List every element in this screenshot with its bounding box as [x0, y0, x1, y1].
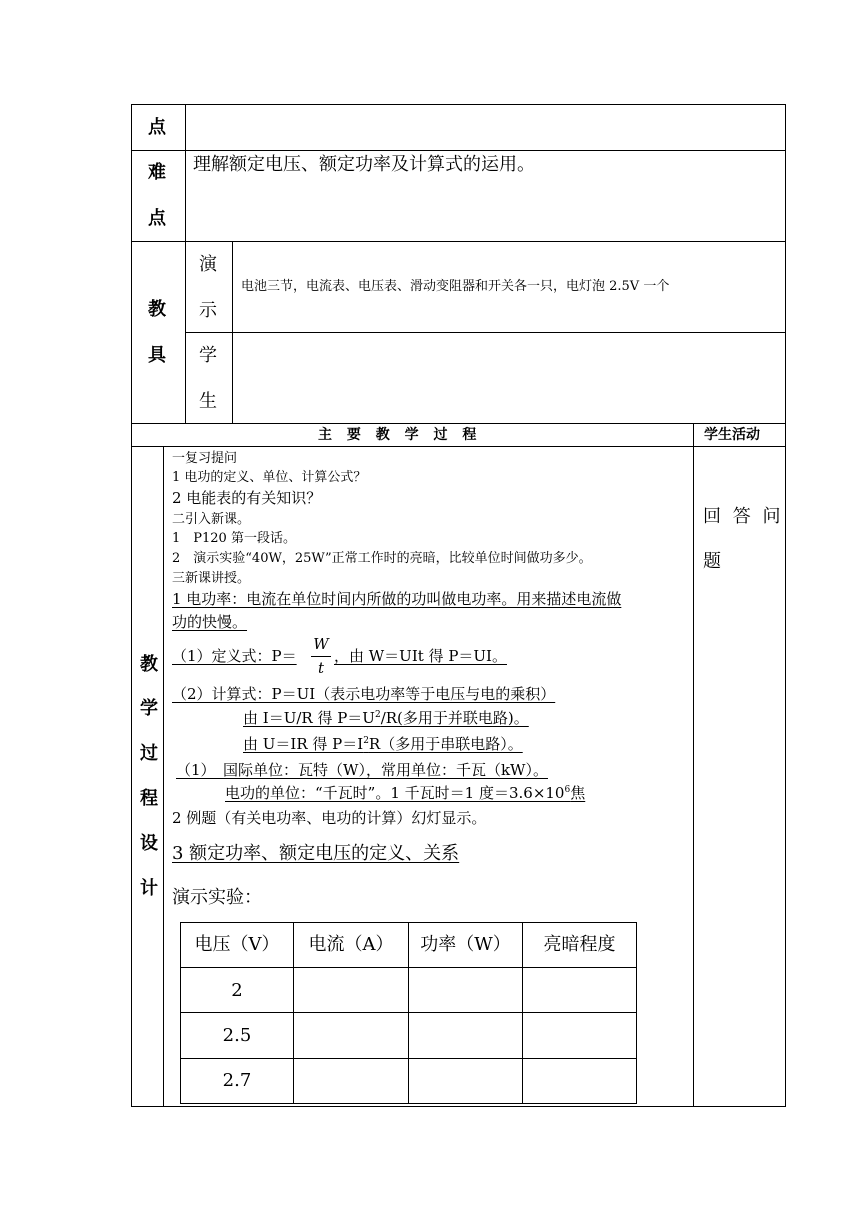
student-label-2: 生: [199, 391, 217, 412]
lesson-power-definition: 1 电功率：电流在单位时间内所做的功叫做电功率。用来描述电流做: [172, 590, 622, 608]
exp-row-voltage: 2: [231, 980, 243, 1001]
side-label-4: 程: [140, 788, 158, 809]
lesson-power-definition-cont: 功的快慢。: [172, 613, 248, 631]
def-formula-numerator: W: [313, 635, 329, 653]
work-unit-line: 电功的单位：“千瓦时”。1 千瓦时＝1 度$=3.6\times 10^6$焦: [225, 784, 586, 802]
equipment-label-2: 具: [148, 345, 166, 366]
table-border-top: [131, 104, 786, 105]
exp-row-voltage: 2.7: [222, 1070, 252, 1091]
exp-header-brightness: 亮暗程度: [543, 934, 616, 955]
lesson-line-review-q1: 1 电功的定义、单位、计算公式？: [172, 470, 367, 485]
unit-line: （1） 国际单位：瓦特（W），常用单位：千瓦（kW）。: [176, 761, 548, 779]
row-divider-3: [131, 423, 786, 424]
main-process-title: 主 要 教 学 过 程: [318, 427, 477, 443]
lesson-line-new: 三新课讲授。: [172, 571, 251, 586]
def-formula-fraction-bar: [311, 656, 331, 657]
table-border-left: [131, 104, 132, 1107]
lesson-line-review: 一复习提问: [172, 451, 238, 466]
exp-row-voltage: 2.5: [222, 1025, 252, 1046]
exp-table-line: [636, 922, 637, 1104]
example-line: 2 例题（有关电功率、电功的计算）幻灯显示。: [172, 809, 487, 827]
table-border-right: [785, 104, 786, 1107]
student-label-1: 学: [199, 345, 217, 366]
side-label-1: 教: [140, 654, 158, 675]
student-activity-text-1: 回 答 问: [703, 506, 781, 527]
lesson-line-intro-2: 2 演示实验“40W，25W”正常工作时的亮暗，比较单位时间做功多少。: [172, 551, 592, 566]
lesson-line-intro-1: 1 P120 第一段话。: [172, 531, 296, 546]
side-label-6: 计: [140, 878, 158, 899]
calc-formula: （2）计算式：P＝UI（表示电功率等于电压与电的乘积）: [172, 685, 556, 703]
def-formula-suffix: ，由 W＝UIt 得 P＝UI。: [334, 647, 507, 665]
table-border-bottom: [131, 1106, 786, 1107]
demo-equipment-text: 电池三节，电流表、电压表、滑动变阻器和开关各一只，电灯泡 2.5V 一个: [241, 279, 670, 294]
demo-experiment-label: 演示实验：: [172, 887, 262, 908]
exp-header-voltage: 电压（V）: [194, 934, 280, 955]
section3-heading: 3 额定功率、额定电压的定义、关系: [172, 843, 460, 864]
difficulty-text: 理解额定电压、额定功率及计算式的运用。: [193, 154, 535, 175]
def-formula-denominator: t: [317, 659, 325, 677]
exp-header-power: 功率（W）: [420, 934, 511, 955]
side-label-3: 过: [140, 743, 158, 764]
demo-label-1: 演: [199, 254, 217, 275]
key-point-label-tail: 点: [148, 117, 166, 138]
activity-column-divider: [693, 423, 694, 1107]
difficulty-label-1: 难: [148, 162, 166, 183]
row-divider-1: [131, 150, 786, 151]
student-activity-title: 学生活动: [704, 427, 760, 443]
row-divider-4: [131, 446, 786, 447]
side-label-5: 设: [140, 833, 158, 854]
lesson-line-intro: 二引入新课。: [172, 512, 251, 527]
calc-formula-parallel: 由 I＝U/R 得 $P=U^2/R$(多用于并联电路)。: [243, 709, 529, 727]
equipment-label-1: 教: [148, 299, 166, 320]
side-label-2: 学: [140, 698, 158, 719]
sublabel-column-divider: [232, 241, 233, 424]
lesson-line-review-q2: 2 电能表的有关知识？: [172, 489, 322, 507]
exp-header-current: 电流（A）: [308, 934, 394, 955]
demo-label-2: 示: [199, 300, 217, 321]
row-divider-2: [131, 241, 786, 242]
label-column-divider: [185, 104, 186, 424]
row-divider-demo: [185, 332, 786, 333]
def-formula-prefix: （1）定义式：P＝: [172, 647, 297, 665]
student-activity-text-2: 题: [703, 551, 721, 572]
calc-formula-series: 由 U＝IR 得 $P=I^2R$（多用于串联电路）。: [243, 735, 523, 753]
difficulty-label-2: 点: [148, 208, 166, 229]
side-label-divider: [163, 446, 164, 1107]
